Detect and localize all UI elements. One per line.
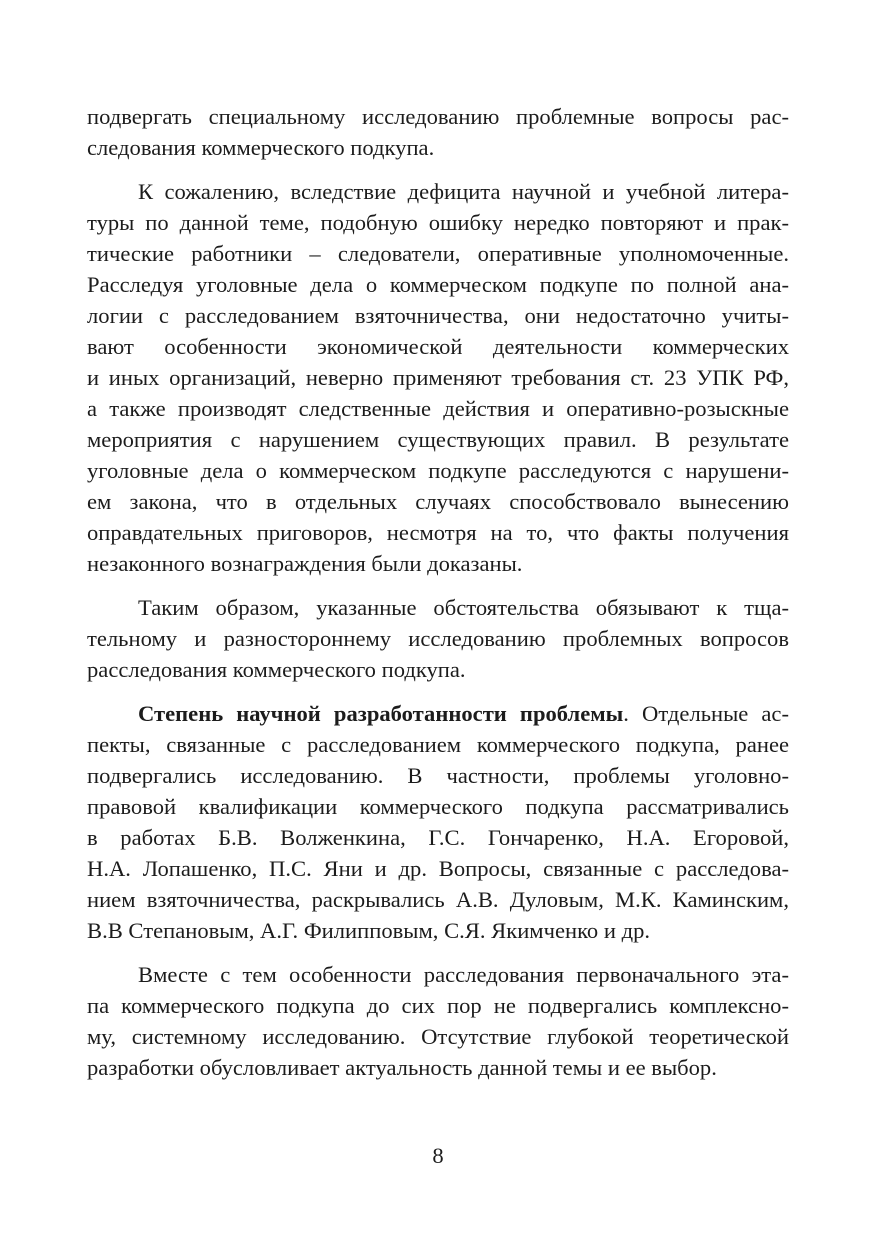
text-line: правовой квалификации коммерческого подкупа рассматривались: [87, 794, 789, 819]
text-line: Расследуя уголовные дела о коммерческом подкупе по полной ана-: [87, 272, 789, 297]
text-line: К сожалению, вследствие дефицита научной и учебной литера-: [138, 179, 789, 204]
text-fragment: . Отдельные ас-: [623, 701, 789, 726]
paragraph: [87, 698, 789, 946]
paragraph: [87, 959, 789, 1083]
text-line: вают особенности экономической деятельности коммерческих: [87, 334, 789, 359]
text-line: подвергать специальному исследованию проблемные вопросы рас-: [87, 104, 789, 129]
text-line: подвергались исследованию. В частности, проблемы уголовно-: [87, 763, 789, 788]
text-line: уголовные дела о коммерческом подкупе расследуются с нарушени-: [87, 458, 789, 483]
text-line: Таким образом, указанные обстоятельства обязывают к тща-: [138, 595, 789, 620]
text-line: му, системному исследованию. Отсутствие глубокой теоретической: [87, 1024, 789, 1049]
text-line: мероприятия с нарушением существующих правил. В результате: [87, 427, 789, 452]
text-line: туры по данной теме, подобную ошибку нередко повторяют и прак-: [87, 210, 789, 235]
text-line: нием взяточничества, раскрывались А.В. Дуловым, М.К. Каминским,: [87, 887, 789, 912]
text-line: тельному и разностороннему исследованию проблемных вопросов: [87, 626, 789, 651]
paragraph: [87, 592, 789, 685]
text-line: Вместе с тем особенности расследования первоначального эта-: [138, 962, 789, 987]
page-number: 8: [432, 1143, 444, 1168]
text-line: тические работники – следователи, оперативные уполномоченные.: [87, 241, 789, 266]
paragraph: [87, 176, 789, 579]
text-line: пекты, связанные с расследованием коммерческого подкупа, ранее: [87, 732, 789, 757]
text-line: па коммерческого подкупа до сих пор не подвергались комплексно-: [87, 993, 789, 1018]
text-line: В.В Степановым, А.Г. Филипповым, С.Я. Якимченко и др.: [87, 918, 651, 943]
text-line: в работах Б.В. Волженкина, Г.С. Гончаренко, Н.А. Егоровой,: [87, 825, 789, 850]
text-line: следования коммерческого подкупа.: [87, 135, 435, 160]
text-line: а также производят следственные действия и оперативно-розыскные: [87, 396, 789, 421]
text-line: ем закона, что в отдельных случаях способствовало вынесению: [87, 489, 789, 514]
text-line: Н.А. Лопашенко, П.С. Яни и др. Вопросы, связанные с расследова-: [87, 856, 789, 881]
text-line: [87, 698, 789, 729]
section-heading-inline: Степень научной разработанности проблемы: [138, 701, 624, 726]
page-body: [87, 101, 789, 1083]
text-line: расследования коммерческого подкупа.: [87, 657, 466, 682]
text-line: и иных организаций, неверно применяют требования ст. 23 УПК РФ,: [87, 365, 789, 390]
text-line: оправдательных приговоров, несмотря на то, что факты получения: [87, 520, 789, 545]
text-line: незаконного вознаграждения были доказаны.: [87, 551, 523, 576]
text-line: логии с расследованием взяточничества, они недостаточно учиты-: [87, 303, 789, 328]
paragraph: [87, 101, 789, 163]
text-line: разработки обусловливает актуальность данной темы и ее выбор.: [87, 1055, 717, 1080]
